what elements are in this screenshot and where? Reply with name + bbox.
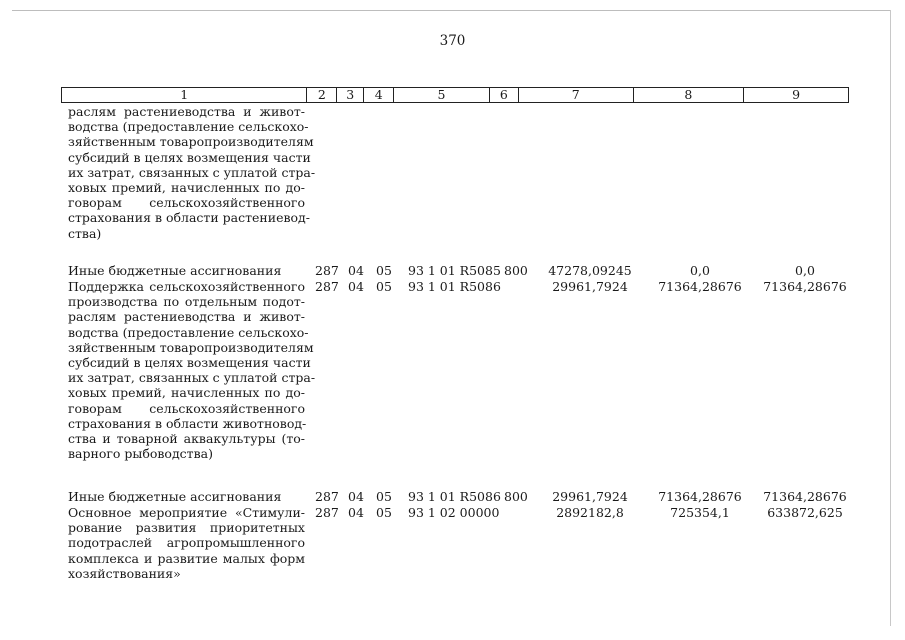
description-line: варного рыбоводства) (68, 446, 213, 462)
cell-target-article: 93 1 01 R5086 (408, 489, 501, 504)
cell-amount-col9: 71364,28676 (763, 279, 847, 294)
row-label-text: Иные бюджетные ассигнования (68, 263, 282, 278)
description-line: говорам сельскохозяйственного (68, 400, 305, 416)
cell-ministry: 287 (315, 279, 339, 294)
cell-amount-col8: 725354,1 (670, 505, 730, 520)
description-line: водства (предоставление сельскохо- (68, 324, 309, 340)
cell-ministry: 287 (315, 263, 339, 278)
description-line: субсидий в целях возмещения части (68, 149, 311, 165)
cell-section: 04 (348, 505, 364, 520)
cell-target-article: 93 1 01 R5085 (408, 263, 501, 278)
cell-amount-col9: 0,0 (795, 263, 815, 278)
header-col-6: 6 (490, 88, 519, 102)
page-number: 370 (439, 33, 466, 49)
scan-border-right (890, 10, 891, 626)
cell-amount-col7: 29961,7924 (552, 279, 628, 294)
description-line: хозяйствования» (68, 565, 181, 581)
description-line: производства по отдельным подот- (68, 294, 305, 310)
description-line: их затрат, связанных с уплатой стра- (68, 164, 316, 180)
header-col-5: 5 (394, 88, 490, 102)
description-line: субсидий в целях возмещения части (68, 355, 311, 371)
cell-ministry: 287 (315, 505, 339, 520)
row-label (68, 489, 305, 504)
table-header-row (61, 87, 849, 103)
description-line: рование развития приоритетных (68, 520, 305, 536)
cell-subsection: 05 (376, 489, 392, 504)
cell-subsection: 05 (376, 279, 392, 294)
description-line: зяйственным товаропроизводителям (68, 339, 314, 355)
header-col-4: 4 (364, 88, 394, 102)
row-label (68, 263, 305, 278)
cell-amount-col9: 71364,28676 (763, 489, 847, 504)
description-line: подотраслей агропромышленного (68, 535, 305, 551)
description-line: Основное мероприятие «Стимули- (68, 505, 305, 520)
description-line: комплекса и развитие малых форм (68, 550, 305, 566)
cell-amount-col8: 0,0 (690, 263, 710, 278)
description-line: раслям растениеводства и живот- (68, 309, 305, 325)
cell-amount-col9: 633872,625 (767, 505, 843, 520)
description-line: их затрат, связанных с уплатой стра- (68, 370, 316, 386)
cell-section: 04 (348, 263, 364, 278)
header-col-7: 7 (519, 88, 634, 102)
description-line: водства (предоставление сельскохо- (68, 119, 309, 135)
description-line: раслям растениеводства и живот- (68, 104, 305, 119)
description-line: ства) (68, 225, 102, 241)
description-line: говорам сельскохозяйственного (68, 195, 305, 211)
cell-expense-type: 800 (504, 263, 528, 278)
cell-amount-col7: 47278,09245 (548, 263, 632, 278)
description-line: ства и товарной аквакультуры (то- (68, 431, 305, 447)
description-line: Поддержка сельскохозяйственного (68, 279, 305, 294)
scan-border-top (12, 10, 891, 11)
cell-section: 04 (348, 489, 364, 504)
cell-subsection: 05 (376, 263, 392, 278)
description-line: ховых премий, начисленных по до- (68, 385, 305, 401)
header-col-1: 1 (62, 88, 307, 102)
header-col-9: 9 (792, 87, 801, 102)
cell-subsection: 05 (376, 505, 392, 520)
cell-ministry: 287 (315, 489, 339, 504)
description-line: ховых премий, начисленных по до- (68, 180, 305, 196)
description-line: страхования в области растениевод- (68, 210, 310, 226)
cell-target-article: 93 1 02 00000 (408, 505, 500, 520)
description-block (68, 505, 305, 581)
header-col-8: 8 (634, 88, 745, 102)
description-block (68, 279, 316, 462)
cell-target-article: 93 1 01 R5086 (408, 279, 501, 294)
cell-amount-col8: 71364,28676 (658, 279, 742, 294)
description-line: зяйственным товаропроизводителям (68, 134, 314, 150)
cell-amount-col7: 29961,7924 (552, 489, 628, 504)
header-col-2: 2 (307, 88, 337, 102)
description-block-continued (68, 104, 316, 241)
header-col-3: 3 (337, 88, 364, 102)
cell-expense-type: 800 (504, 489, 528, 504)
description-line: страхования в области животновод- (68, 415, 307, 431)
cell-amount-col7: 2892182,8 (556, 505, 624, 520)
row-label-text: Иные бюджетные ассигнования (68, 489, 282, 504)
cell-section: 04 (348, 279, 364, 294)
cell-amount-col8: 71364,28676 (658, 489, 742, 504)
